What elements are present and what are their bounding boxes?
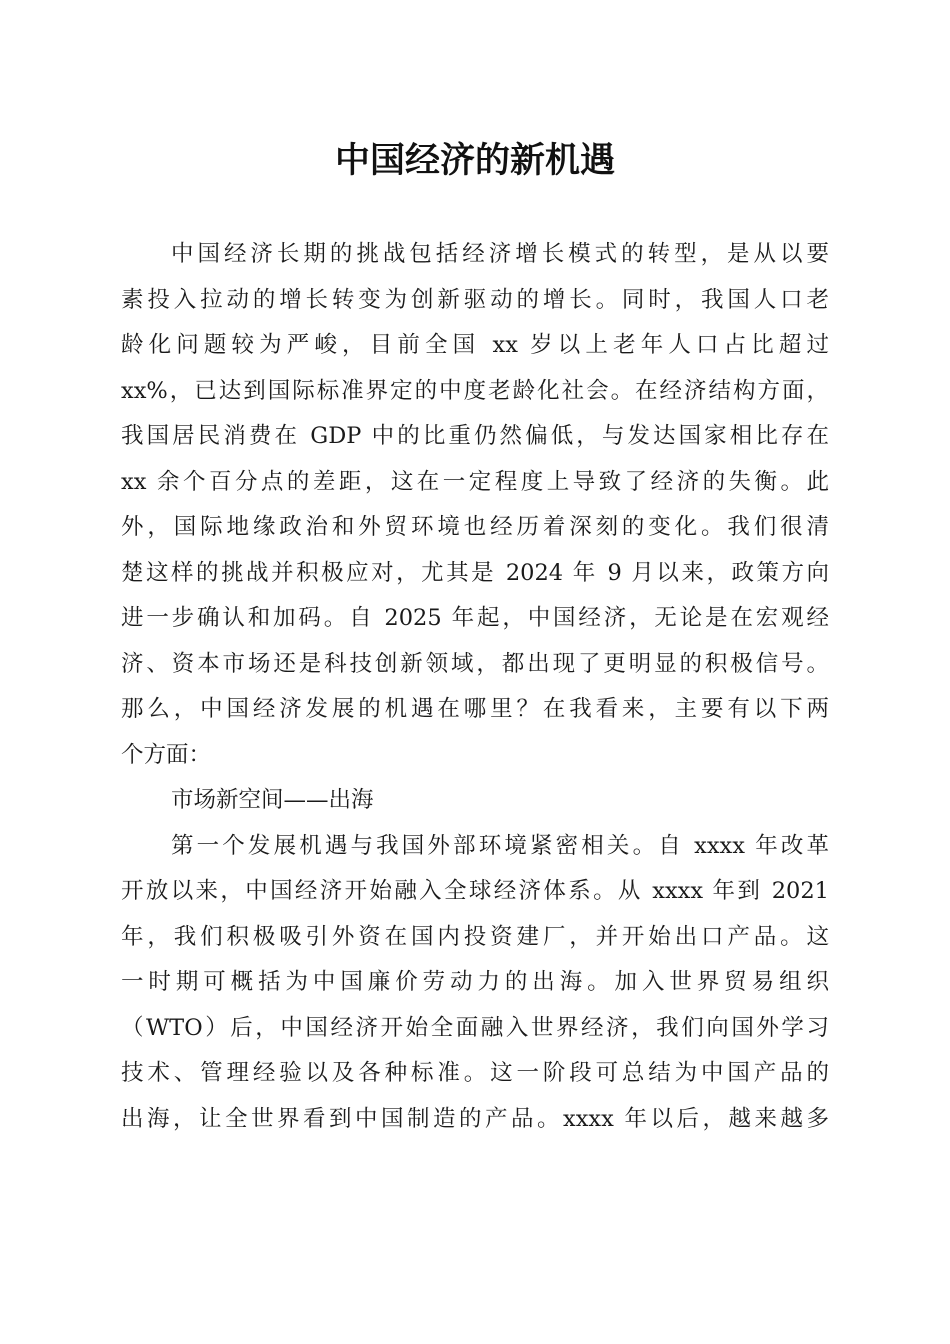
body-line-19: 技术、管理经验以及各种标准。这一阶段可总结为中国产品的 [121, 1060, 829, 1086]
body-line-20: 出海，让全世界看到中国制造的产品。xxxx 年以后，越来越多 [121, 1105, 829, 1132]
body-line-16: 年，我们积极吸引外资在国内投资建厂，并开始出口产品。这 [121, 923, 829, 950]
body-line-1: 中国经济长期的挑战包括经济增长模式的转型，是从以要 [171, 241, 829, 267]
body-line-9: 进一步确认和加码。自 2025 年起，中国经济，无论是在宏观经 [121, 605, 829, 631]
body-line-10: 济、资本市场还是科技创新领域，都出现了更明显的积极信号。 [121, 650, 829, 677]
body-line-8: 楚这样的挑战并积极应对，尤其是 2024 年 9 月以来，政策方向 [121, 559, 829, 586]
body-line-2: 素投入拉动的增长转变为创新驱动的增长。同时，我国人口老 [121, 286, 829, 313]
body-line-17: 一时期可概括为中国廉价劳动力的出海。加入世界贸易组织 [121, 969, 829, 995]
body-line-12: 个方面： [121, 741, 212, 768]
body-line-7: 外，国际地缘政治和外贸环境也经历着深刻的变化。我们很清 [121, 514, 829, 540]
document-title: 中国经济的新机遇 [334, 140, 615, 181]
section-heading: 市场新空间——出海 [171, 787, 374, 813]
body-line-14: 第一个发展机遇与我国外部环境紧密相关。自 xxxx 年改革 [171, 832, 829, 859]
body-line-11: 那么，中国经济发展的机遇在哪里？在我看来，主要有以下两 [121, 696, 829, 722]
body-line-3: 龄化问题较为严峻，目前全国 xx 岁以上老年人口占比超过 [121, 332, 829, 358]
body-line-5: 我国居民消费在 GDP 中的比重仍然偏低，与发达国家相比存在 [121, 423, 829, 449]
body-line-18: （WTO）后，中国经济开始全面融入世界经济，我们向国外学习 [121, 1014, 829, 1041]
body-line-6: xx 余个百分点的差距，这在一定程度上导致了经济的失衡。此 [121, 468, 829, 495]
body-line-15: 开放以来，中国经济开始融入全球经济体系。从 xxxx 年到 2021 [121, 878, 829, 904]
document-body [121, 232, 829, 1142]
body-line-4: xx%，已达到国际标准界定的中度老龄化社会。在经济结构方面， [121, 377, 829, 404]
